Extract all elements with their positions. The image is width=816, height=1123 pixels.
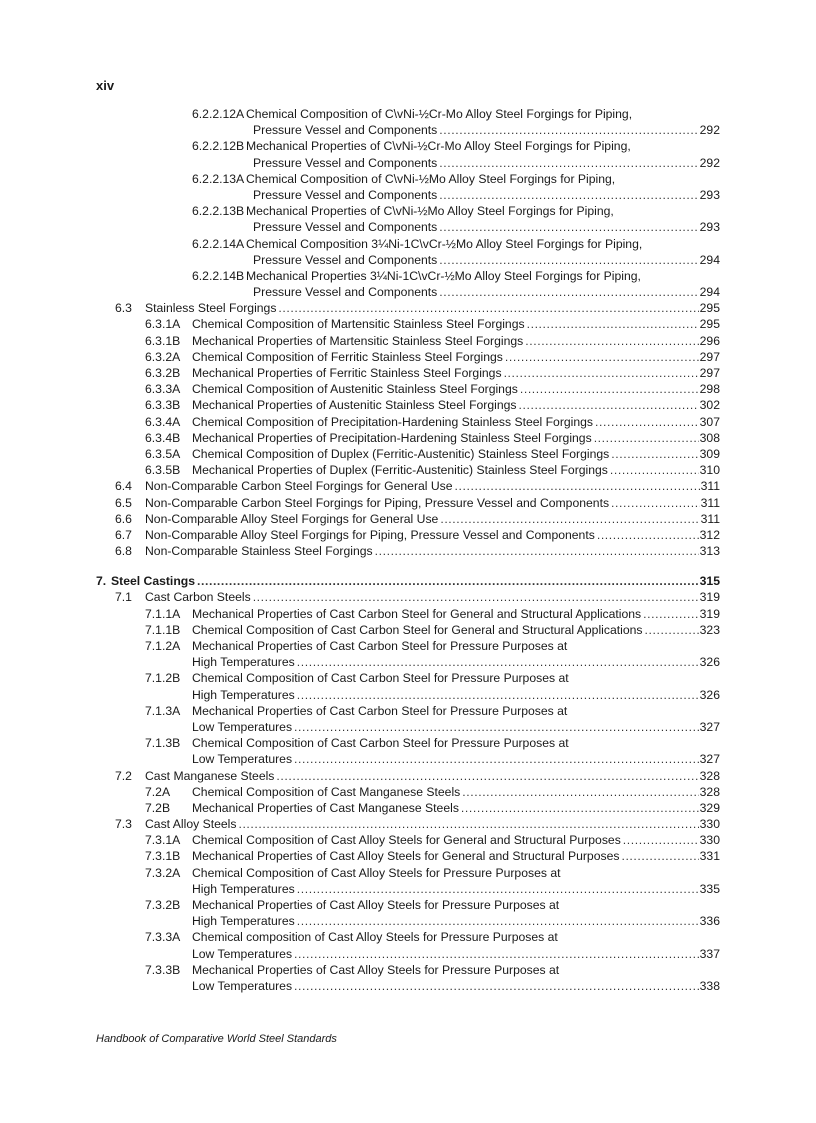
toc-page-number: 310 [699,463,720,478]
toc-entry [192,654,720,670]
toc-entry [253,219,720,235]
toc-row [0,638,816,654]
toc-row[interactable] [0,832,816,848]
toc-entry [145,816,720,832]
toc-entry-number: 6.2.2.12B [192,139,245,154]
toc-row[interactable] [0,155,816,171]
toc-entry [192,719,720,735]
toc-entry-number: 6.3.4A [145,414,181,429]
toc-entry-title: High Temperatures [192,687,295,702]
toc-row[interactable] [0,252,816,268]
toc-entry-number: 6.3.3B [145,398,181,413]
toc-entry-title: Low Temperatures [192,752,293,767]
toc-page-number: 296 [699,333,720,348]
toc-row[interactable] [0,687,816,703]
toc-entry [192,316,720,332]
toc-row [0,897,816,913]
dot-leader [525,333,698,349]
toc-row[interactable] [0,800,816,816]
toc-chapter-title: Steel Castings [111,574,195,589]
toc-entry-title: Chemical Composition of Cast Alloy Steels for General and Structural Purposes [192,833,621,848]
toc-entry-number: 6.2.2.13B [192,204,245,219]
toc-entry-title: Chemical Composition of C\vNi-½Mo Alloy Steel Forgings for Piping, [246,171,616,186]
toc-page-number: 338 [699,978,720,993]
toc-entry [192,638,569,654]
toc-page-number: 329 [699,800,720,815]
toc-page-number: 294 [699,285,720,300]
toc-row[interactable] [0,978,816,994]
toc-page-number: 312 [699,527,720,542]
toc-entry [145,543,720,559]
toc-page-number: 294 [699,252,720,267]
dot-leader [197,573,699,589]
table-of-contents [0,106,816,994]
toc-entry-title: Chemical Composition of Cast Alloy Steels for Pressure Purposes at [192,865,561,880]
toc-row[interactable] [0,543,816,559]
page-number: xiv [96,78,115,93]
dot-leader [462,784,698,800]
toc-entry-number: 7.1.1B [145,622,181,637]
toc-row[interactable] [0,349,816,365]
dot-leader [621,848,698,864]
toc-entry-title: High Temperatures [192,655,295,670]
toc-entry-number: 7.3 [115,817,132,832]
toc-page-number: 319 [699,590,720,605]
toc-row[interactable] [0,768,816,784]
dot-leader [461,800,699,816]
toc-entry-number: 7.1.3A [145,703,181,718]
toc-section-castings [0,589,816,994]
dot-leader [297,687,699,703]
toc-entry [192,832,720,848]
dot-leader [611,446,698,462]
toc-entry-number: 6.6 [115,511,132,526]
toc-entry-number: 7.3.1A [145,833,181,848]
toc-entry [145,527,720,543]
toc-entry-number: 6.3.2A [145,349,181,364]
toc-entry [192,929,560,945]
toc-page-number: 295 [699,301,720,316]
toc-entry-title: Mechanical Properties of C\vNi-½Cr-Mo Alloy Steel Forgings for Piping, [246,139,631,154]
toc-entry-title: Mechanical Properties of Cast Carbon Steel for Pressure Purposes at [192,703,568,718]
toc-page-number: 336 [699,914,720,929]
toc-entry [192,897,561,913]
dot-leader [375,543,699,559]
dot-leader [520,381,699,397]
dot-leader [294,978,699,994]
toc-page-number: 330 [699,817,720,832]
toc-entry-number: 6.7 [115,527,132,542]
toc-entry [145,768,720,784]
toc-row[interactable] [0,511,816,527]
toc-entry-number: 6.3.5B [145,463,181,478]
dot-leader [623,832,699,848]
toc-entry-title: Non-Comparable Alloy Steel Forgings for Piping, Pressure Vessel and Components [145,527,595,542]
toc-page-number: 307 [699,414,720,429]
toc-entry [192,606,720,622]
toc-entry [145,589,720,605]
toc-row[interactable] [0,495,816,511]
dot-leader [611,495,700,511]
toc-entry [246,138,633,154]
toc-row[interactable] [0,881,816,897]
toc-page-number: 335 [699,881,720,896]
dot-leader [455,478,700,494]
toc-row[interactable] [0,527,816,543]
toc-row [0,670,816,686]
dot-leader [297,654,699,670]
toc-row [0,929,816,945]
toc-entry-number: 6.3.2B [145,366,181,380]
toc-entry-title: Pressure Vessel and Components [253,155,438,170]
toc-entry-title: Chemical Composition of Ferritic Stainless Steel Forgings [192,349,503,364]
toc-section-forgings [0,106,816,559]
toc-row[interactable] [0,219,816,235]
toc-entry-title: Mechanical Properties of Cast Manganese Steels [192,800,459,815]
toc-row[interactable] [0,397,816,413]
dot-leader [253,589,699,605]
toc-entry [246,268,643,284]
toc-entry-title: Chemical Composition of Precipitation-Hardening Stainless Steel Forgings [192,414,594,429]
toc-entry [192,397,720,413]
toc-entry-title: Pressure Vessel and Components [253,187,438,202]
dot-leader [297,913,699,929]
toc-row[interactable] [0,333,816,349]
toc-row[interactable] [0,430,816,446]
toc-page-number: 297 [699,366,720,380]
toc-chapter-row[interactable] [0,573,816,589]
toc-entry-title: Mechanical Properties of Duplex (Ferritic-Austenitic) Stainless Steel Forgings [192,463,608,478]
toc-row[interactable] [0,622,816,638]
toc-entry-number: 7.1.2B [145,671,181,686]
toc-row[interactable] [0,122,816,138]
toc-entry [192,751,720,767]
toc-page-number: 311 [700,511,720,526]
toc-page-number: 331 [699,849,720,864]
toc-entry-number: 7.1.1A [145,606,181,621]
toc-entry-title: Chemical Composition of Cast Manganese Steels [192,784,461,799]
toc-entry-title: Mechanical Properties of Austenitic Stainless Steel Forgings [192,398,517,413]
dot-leader [505,349,699,365]
toc-entry [192,430,720,446]
toc-row [0,703,816,719]
toc-row [0,268,816,284]
toc-entry-title: Chemical Composition of Cast Carbon Steel for General and Structural Applications [192,622,643,637]
toc-entry-number: 7.3.1B [145,849,181,864]
toc-entry-title: Chemical Composition of C\vNi-½Cr-Mo Alloy Steel Forgings for Piping, [246,107,633,121]
toc-entry-number: 6.3 [115,301,132,316]
toc-page-number: 302 [699,398,720,413]
toc-entry-number: 7.1.2A [145,639,181,653]
dot-leader [645,622,699,638]
toc-entry [145,478,720,494]
toc-entry-title: Mechanical Properties 3¼Ni-1C\vCr-½Mo Alloy Steel Forgings for Piping, [246,268,641,283]
toc-entry-number: 7.3.2B [145,898,181,912]
toc-entry [246,203,616,219]
toc-page-number: 327 [699,719,720,734]
toc-entry [192,446,720,462]
chapter-spacer [0,559,816,573]
toc-entry [192,622,720,638]
toc-entry [192,881,720,897]
toc-entry-number: 7.3.3A [145,930,181,945]
toc-entry-number: 6.3.4B [145,430,181,445]
toc-entry [192,703,569,719]
footer-title: Handbook of Comparative World Steel Standards [96,1033,337,1045]
toc-entry-number: 7.1.3B [145,736,181,751]
toc-chapter-page: 315 [699,574,720,589]
toc-entry [253,187,720,203]
toc-entry-title: Pressure Vessel and Components [253,285,438,300]
toc-entry [192,414,720,430]
toc-entry-number: 7.2A [145,784,171,799]
toc-row[interactable] [0,719,816,735]
toc-entry-number: 6.3.1A [145,317,181,332]
toc-entry-number: 7.1 [115,590,132,605]
toc-row[interactable] [0,478,816,494]
toc-page-number: 292 [699,123,720,138]
toc-page-number: 326 [699,655,720,670]
toc-entry-title: High Temperatures [192,914,295,929]
toc-entry-title: Chemical composition of Cast Alloy Steels for Pressure Purposes at [192,930,558,945]
toc-entry [192,735,571,751]
dot-leader [594,430,699,446]
toc-entry-title: Mechanical Properties of Cast Alloy Steels for Pressure Purposes at [192,898,560,912]
toc-entry [145,511,720,527]
toc-row[interactable] [0,365,816,381]
dot-leader [440,511,699,527]
toc-entry-title: Low Temperatures [192,946,293,961]
toc-entry [253,252,720,268]
toc-row[interactable] [0,589,816,605]
toc-entry-title: Chemical Composition of Cast Carbon Steel for Pressure Purposes at [192,671,569,686]
toc-row[interactable] [0,462,816,478]
dot-leader [643,606,699,622]
toc-page-number: 311 [700,479,720,494]
toc-row[interactable] [0,913,816,929]
toc-entry-title: Mechanical Properties of Cast Carbon Steel for General and Structural Applications [192,606,642,621]
toc-entry [246,106,634,122]
toc-entry-title: Non-Comparable Carbon Steel Forgings for Piping, Pressure Vessel and Components [145,495,610,510]
toc-page-number: 328 [699,784,720,799]
dot-leader [519,397,699,413]
toc-page-number: 295 [699,317,720,332]
toc-entry [192,687,720,703]
toc-entry-title: Mechanical Properties of Martensitic Stainless Steel Forgings [192,333,524,348]
toc-entry [253,122,720,138]
toc-row [0,865,816,881]
toc-entry-title: Low Temperatures [192,719,293,734]
dot-leader [439,122,698,138]
toc-entry [192,462,720,478]
toc-entry-number: 6.2.2.12A [192,107,245,121]
toc-entry-number: 6.2.2.14A [192,236,245,251]
toc-entry [192,333,720,349]
dot-leader [527,316,699,332]
toc-page-number: 319 [699,606,720,621]
toc-entry [192,978,720,994]
dot-leader [238,816,698,832]
toc-entry [192,784,720,800]
dot-leader [439,252,698,268]
toc-page-number: 313 [699,544,720,559]
toc-entry-number: 7.3.3B [145,962,181,977]
toc-entry-title: Non-Comparable Alloy Steel Forgings for General Use [145,511,439,526]
dot-leader [294,719,699,735]
dot-leader [595,414,699,430]
toc-entry-number: 7.2B [145,800,171,815]
toc-entry-number: 6.5 [115,495,132,510]
toc-page-number: 308 [699,430,720,445]
toc-row[interactable] [0,606,816,622]
toc-entry-number: 7.2 [115,768,132,783]
dot-leader [439,187,698,203]
toc-chapter-entry [111,573,720,589]
toc-page-number: 323 [699,622,720,637]
toc-entry-title: Pressure Vessel and Components [253,252,438,267]
dot-leader [294,751,699,767]
toc-entry-title: Cast Alloy Steels [145,817,237,832]
toc-row[interactable] [0,848,816,864]
toc-entry-title: Cast Carbon Steels [145,590,251,605]
toc-page-number: 297 [699,349,720,364]
dot-leader [297,881,699,897]
toc-entry-number: 6.3.3A [145,382,181,397]
toc-row[interactable] [0,300,816,316]
toc-entry [253,284,720,300]
toc-entry [192,865,563,881]
toc-row[interactable] [0,381,816,397]
toc-entry-title: Mechanical Properties of Ferritic Stainless Steel Forgings [192,366,502,380]
toc-entry-number: 6.4 [115,479,132,494]
toc-entry-title: Pressure Vessel and Components [253,123,438,138]
toc-entry-title: Non-Comparable Stainless Steel Forgings [145,544,373,559]
toc-row[interactable] [0,816,816,832]
toc-entry-number: 6.2.2.13A [192,171,245,186]
toc-entry-title: Mechanical Properties of Cast Alloy Steels for General and Structural Purposes [192,849,620,864]
toc-entry [253,155,720,171]
toc-entry [192,349,720,365]
toc-entry [145,495,720,511]
toc-entry [192,365,720,381]
dot-leader [439,219,698,235]
toc-entry-number: 6.8 [115,544,132,559]
dot-leader [610,462,699,478]
toc-page-number: 298 [699,382,720,397]
toc-entry-title: Cast Manganese Steels [145,768,275,783]
toc-row [0,138,816,154]
toc-entry-title: Chemical Composition of Austenitic Stainless Steel Forgings [192,382,518,397]
toc-entry-title: Pressure Vessel and Components [253,220,438,235]
toc-page-number: 327 [699,752,720,767]
toc-entry-number: 6.2.2.14B [192,268,245,283]
toc-row [0,171,816,187]
toc-entry-number: 6.3.5A [145,446,181,461]
toc-entry [145,300,720,316]
toc-row[interactable] [0,784,816,800]
toc-entry [192,913,720,929]
toc-entry [192,381,720,397]
toc-chapter-number: 7. [96,574,107,589]
toc-entry [192,670,571,686]
dot-leader [504,365,699,381]
toc-row [0,106,816,122]
toc-row[interactable] [0,187,816,203]
toc-entry-title: Stainless Steel Forgings [145,301,277,316]
toc-entry-title: Chemical Composition of Duplex (Ferritic-Austenitic) Stainless Steel Forgings [192,446,610,461]
toc-page-number: 292 [699,155,720,170]
dot-leader [294,946,699,962]
dot-leader [276,768,698,784]
toc-page-number: 330 [699,833,720,848]
toc-page-number: 293 [699,187,720,202]
toc-entry-title: Mechanical Properties of C\vNi-½Mo Alloy Steel Forgings for Piping, [246,204,614,219]
toc-row[interactable] [0,316,816,332]
toc-entry-number: 7.3.2A [145,865,181,880]
toc-row [0,735,816,751]
toc-row [0,962,816,978]
toc-entry [192,848,720,864]
toc-entry-title: Mechanical Properties of Precipitation-Hardening Stainless Steel Forgings [192,430,592,445]
toc-entry-title: Low Temperatures [192,978,293,993]
toc-row[interactable] [0,654,816,670]
toc-page-number: 326 [699,687,720,702]
toc-row[interactable] [0,946,816,962]
toc-entry-title: Chemical Composition 3¼Ni-1C\vCr-½Mo Alloy Steel Forgings for Piping, [246,236,643,251]
dot-leader [597,527,699,543]
toc-entry-number: 6.3.1B [145,333,181,348]
dot-leader [439,284,698,300]
toc-entry [246,171,617,187]
toc-entry [246,236,644,252]
toc-row [0,236,816,252]
toc-page-number: 337 [699,946,720,961]
toc-entry [192,946,720,962]
toc-row[interactable] [0,446,816,462]
toc-row[interactable] [0,751,816,767]
toc-row[interactable] [0,284,816,300]
toc-entry-title: Chemical Composition of Martensitic Stainless Steel Forgings [192,317,525,332]
toc-entry-title: High Temperatures [192,881,295,896]
toc-row[interactable] [0,414,816,430]
toc-entry-title: Chemical Composition of Cast Carbon Steel for Pressure Purposes at [192,736,569,751]
toc-page-number: 309 [699,446,720,461]
toc-row [0,203,816,219]
toc-page-number: 311 [700,495,720,510]
toc-page-number: 328 [699,768,720,783]
dot-leader [439,155,698,171]
toc-entry [192,800,720,816]
toc-entry-title: Mechanical Properties of Cast Alloy Steels for Pressure Purposes at [192,962,560,977]
dot-leader [278,300,698,316]
toc-entry [192,962,561,978]
toc-page-number: 293 [699,220,720,235]
toc-entry-title: Non-Comparable Carbon Steel Forgings for General Use [145,479,453,494]
toc-entry-title: Mechanical Properties of Cast Carbon Steel for Pressure Purposes at [192,639,568,653]
